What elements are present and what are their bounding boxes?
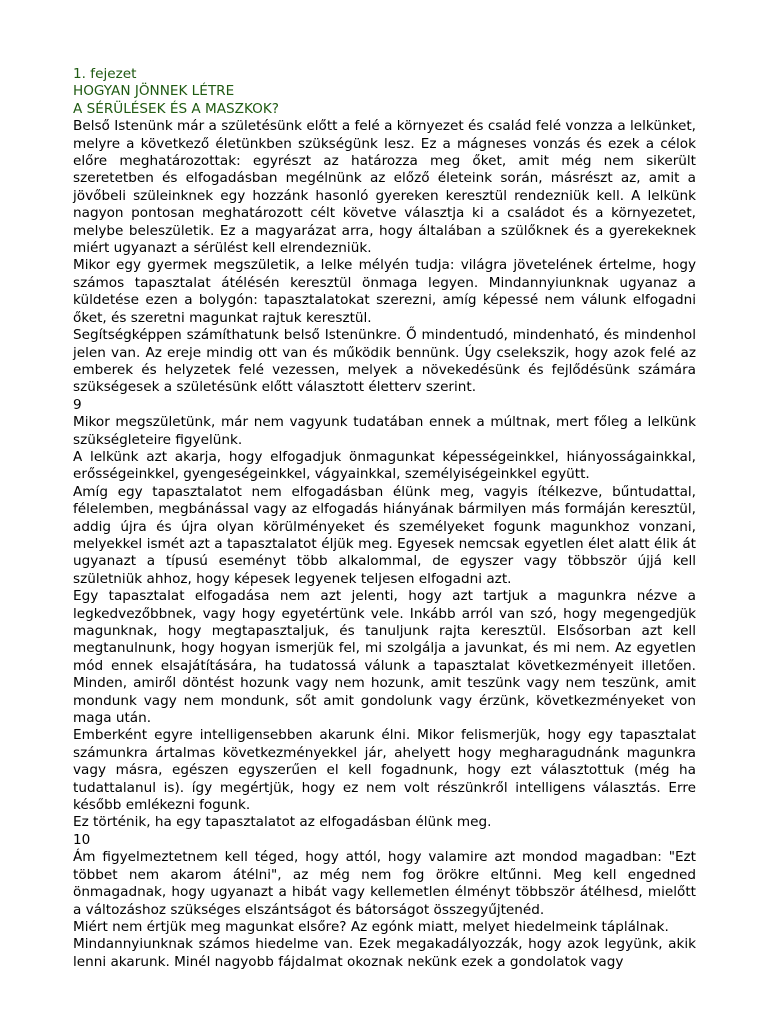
- paragraph: Miért nem értjük meg magunkat elsőre? Az egónk miatt, melyet hiedelmeink táplálnak.: [73, 918, 669, 935]
- paragraph: A lelkünk azt akarja, hogy elfogadjuk önmagunkat képességeinkkel, hiányosságainkkal, erősségeinkkel, gyengeségeinkkel, vágyainkkal, személyiségeinkkel együtt.: [73, 448, 696, 483]
- paragraph: Mikor egy gyermek megszületik, a lelke mélyén tudja: világra jövetelének értelme, hogy számos tapasztalat átélésén keresztül önmaga legyen. Mindannyiunknak ugyanaz a küldetése ezen a bolygón: tapasztalatokat szerezni, amíg képessé nem válunk elfogadni őket, és szeretni magunkat rajtuk keresztül.: [73, 257, 696, 326]
- paragraph: Egy tapasztalat elfogadása nem azt jelenti, hogy azt tartjuk a magunkra nézve a legkedvezőbbnek, vagy hogy egyetértünk vele. Inkább arról van szó, hogy megengedjük magunknak, hogy megtapasztaljuk, és tanuljunk rajta keresztül. Elsősorban azt kell megtanulnunk, hogy hogyan ismerjük fel, mi szolgálja a javunkat, és mi nem. Az egyetlen mód ennek elsajátítására, ha tudatossá válunk a tapasztalat következményeit illetően. Minden, amiről döntést hozunk vagy nem hozunk, amit teszünk vagy nem teszünk, amit mondunk vagy nem mondunk, sőt amit gondolunk vagy érzünk, következményeket von maga után.: [73, 588, 696, 727]
- chapter-number: 1. fejezet: [73, 66, 137, 82]
- paragraph: Mikor megszületünk, már nem vagyunk tudatában ennek a múltnak, mert főleg a lelkünk szükségleteire figyelünk.: [73, 414, 696, 448]
- paragraph: Belső Istenünk már a születésünk előtt a felé a környezet és család felé vonzza a lelkünket, melyre a következő életünkben szükségünk lesz. Ez a mágneses vonzás és ezek a célok előre meghatározottak: egyrészt az határozza meg őket, amit még nem sikerült szeretetben és elfogadásban megélnünk az előző életeink során, másrészt az, amit a jövőbeli szüleinknek egy hozzánk hasonló gyereken keresztül rendezniük kell. A lelkünk nagyon pontosan meghatározott célt követve választja ki a családot és a környezetet, melybe beleszületik. Ez a magyarázat arra, hogy általában a szülőknek és a gyerekeknek miért ugyanazt a sérülést kell elrendezniük.: [73, 118, 696, 257]
- page-number: 9: [73, 396, 82, 413]
- paragraph: Mindannyiunknak számos hiedelme van. Ezek megakadályozzák, hogy azok legyünk, akik lenni akarunk. Minél nagyobb fájdalmat okoznak nekünk ezek a gondolatok vagy: [73, 936, 696, 970]
- paragraph: Segítségképpen számíthatunk belső Istenünkre. Ő mindentudó, mindenható, és mindenhol jelen van. Az ereje mindig ott van és működik bennünk. Úgy cselekszik, hogy azok felé az emberek és helyzetek felé vezessen, melyek a növekedésünk és fejlődésünk számára szükségesek a születésünk előtt választott életterv szerint.: [73, 327, 696, 396]
- paragraph: Ez történik, ha egy tapasztalatot az elfogadásban élünk meg.: [73, 814, 492, 831]
- document-page: [73, 66, 696, 971]
- paragraph: Emberként egyre intelligensebben akarunk élni. Mikor felismerjük, hogy egy tapasztalat számunkra ártalmas következményekkel jár, ahelyett hogy megharagudnánk magunkra vagy másra, egészen egyszerűen el kell fogadnunk, hogy ezt választottuk (még ha tudattalanul is). így megértjük, hogy ez nem volt részünkről intelligens választás. Erre később emlékezni fogunk.: [73, 727, 696, 814]
- paragraph: Amíg egy tapasztalatot nem elfogadásban élünk meg, vagyis ítélkezve, bűntudattal, félelemben, megbánással vagy az elfogadás hiányának bármilyen más formáján keresztül, addig újra és újra olyan körülményeket és személyeket fogunk magunkhoz vonzani, melyekkel ismét azt a tapasztalatot éljük meg. Egyesek nemcsak egyetlen élet alatt élik át ugyanazt a típusú eseményt több alkalommal, de egyszer vagy többször újjá kell születniük ahhoz, hogy képesek legyenek teljesen elfogadni azt.: [73, 483, 696, 587]
- chapter-title-line-1: HOGYAN JÖNNEK LÉTRE: [73, 83, 235, 100]
- chapter-title-line-2: A SÉRÜLÉSEK ÉS A MASZKOK?: [73, 100, 279, 117]
- paragraph: Ám figyelmeztetnem kell téged, hogy attól, hogy valamire azt mondod magadban: "Ezt többet nem akarom átélni", az még nem fog örökre eltűnni. Meg kell engedned önmagadnak, hogy ugyanazt a hibát vagy kellemetlen élményt többször átélhesd, mielőtt a változáshoz szükséges elszántságot és bátorságot összegyűjtenéd.: [73, 849, 696, 918]
- page-number: 10: [73, 831, 91, 848]
